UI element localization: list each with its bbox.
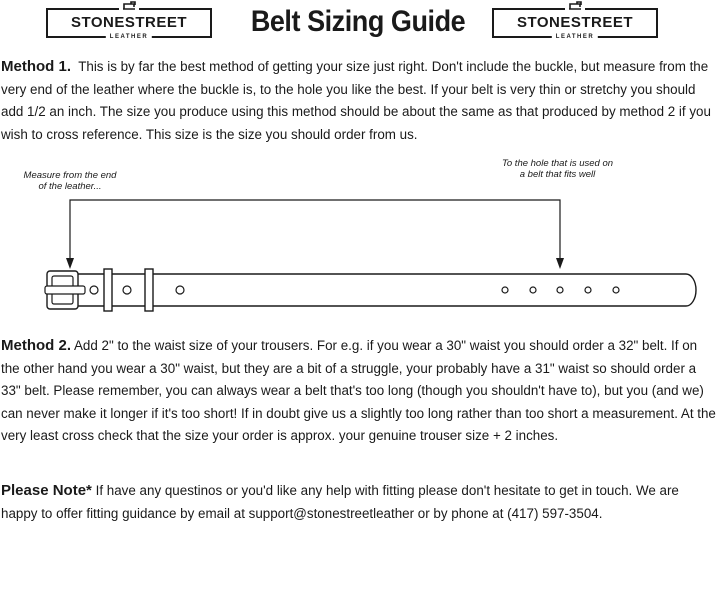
belt-hole <box>530 287 536 293</box>
measure-bracket <box>70 200 560 263</box>
belt-hole <box>585 287 591 293</box>
sewing-machine-icon <box>565 1 585 10</box>
note-heading: Please Note* <box>1 482 92 499</box>
belt-hole <box>502 287 508 293</box>
note-text: If have any questinos or you'd like any help with fitting please don't hesitate to get in touch. We are happy to offer fitting guidance by email at support@stonestreetleather or by phone at (417) 597-3504. <box>1 483 679 521</box>
belt-hole-rivet <box>123 286 131 294</box>
logo-sub: LEATHER <box>552 33 598 41</box>
method-1-heading: Method 1. <box>1 58 71 75</box>
method-2-paragraph <box>1 335 717 448</box>
belt-diagram <box>0 155 717 325</box>
method-1-paragraph <box>1 56 717 146</box>
logo-right <box>492 8 658 38</box>
belt-hole-fit <box>557 287 563 293</box>
arrow-right-head <box>556 258 564 269</box>
caption-right: To the hole that is used on a belt that fits well <box>501 158 614 180</box>
belt-hole <box>613 287 619 293</box>
caption-left: Measure from the end of the leather... <box>23 170 117 192</box>
note-paragraph <box>1 480 717 525</box>
logo-name: STONESTREET <box>516 14 634 31</box>
belt-hole-buckle <box>90 286 98 294</box>
belt-hole-rivet <box>176 286 184 294</box>
arrow-left-head <box>66 258 74 269</box>
method-2-heading: Method 2. <box>1 337 71 354</box>
method-2-text: Add 2" to the waist size of your trousers. For e.g. if you wear a 30" waist you should order a 32" belt. If on the other hand you wear a 30" waist, but they are a bit of a struggle, your probably have a 31" waist so should order a 33" belt. Please remember, you can always wear a belt that's too long (though you shouldn't have to), but you (and we) can never make it longer if it's too short! If in doubt give us a slightly too long rather than too short a measurement. At the very least cross check that the size your order is approx. your genuine trouser size + 2 inches. <box>1 338 716 443</box>
logo-left <box>46 8 212 38</box>
logo-name: STONESTREET <box>70 14 188 31</box>
sewing-machine-icon <box>119 1 139 10</box>
page-title: Belt Sizing Guide <box>250 5 466 38</box>
logo-sub: LEATHER <box>106 33 152 41</box>
method-1-text: This is by far the best method of getting your size just right. Don't include the buckle, but measure from the very end of the leather where the buckle is, to the hole you like the best. If your belt is very thin or stretchy you should add 1/2 an inch. The size you produce using this method should be about the same as that produced by method 2 if you wish to cross reference. This size is the size you should order from us. <box>1 59 711 142</box>
header <box>0 0 717 50</box>
belt-keeper-1 <box>104 269 112 311</box>
belt-keeper-2 <box>145 269 153 311</box>
buckle-prong <box>45 286 85 294</box>
